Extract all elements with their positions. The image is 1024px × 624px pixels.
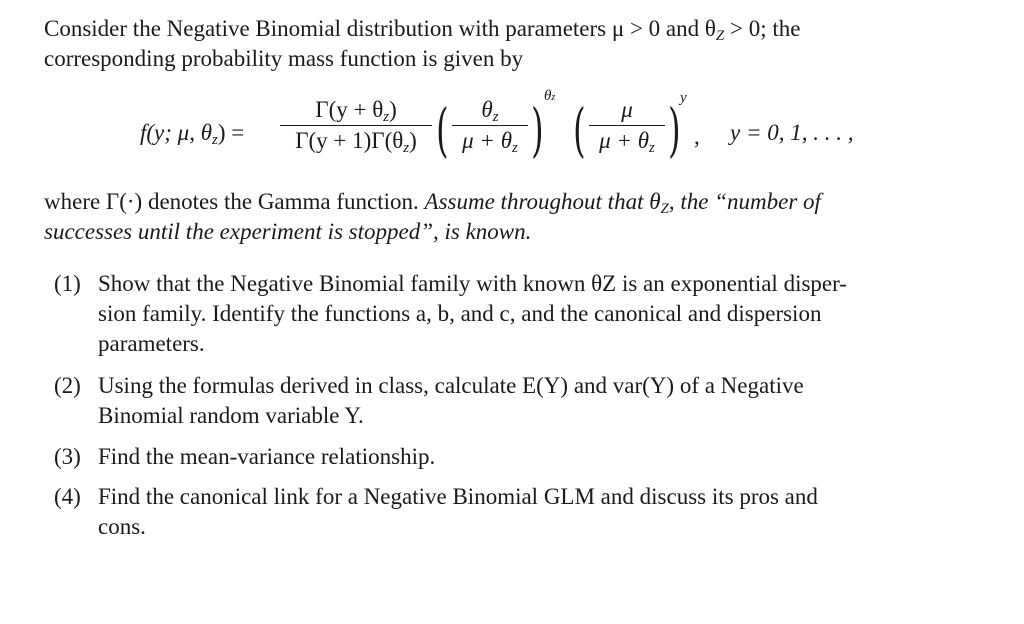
question-1-row-2: sion family. Identify the functions a, b, and c, and the canonical and dispersion bbox=[98, 301, 822, 326]
gamma-den-text: Γ(y + 1)Γ(θ bbox=[295, 128, 404, 153]
question-4-row-2: cons. bbox=[98, 514, 146, 539]
theta-num-subscript: z bbox=[492, 109, 499, 125]
question-4-row-1: Find the canonical link for a Negative Binomial GLM and discuss its pros and bbox=[98, 484, 818, 509]
right-paren-2: ) bbox=[668, 96, 681, 164]
equation-lhs-tail: ) = bbox=[217, 120, 245, 145]
question-1-marker: (1) bbox=[54, 271, 81, 296]
gamma-num-subscript: z bbox=[383, 109, 390, 125]
question-2-body bbox=[98, 371, 964, 431]
question-1-body bbox=[98, 269, 964, 359]
exponent-y-text: y bbox=[680, 90, 687, 106]
gamma-num-text: Γ(y + θ bbox=[315, 97, 384, 122]
exponent-y bbox=[680, 90, 687, 107]
equation-support bbox=[730, 120, 853, 146]
question-1-row-1: Show that the Negative Binomial family with known θZ is an exponential disper- bbox=[98, 271, 847, 296]
gamma-ratio-numerator bbox=[280, 95, 432, 125]
intro-text-1: Consider the Negative Binomial distribution with parameters μ > 0 and θ bbox=[44, 16, 716, 41]
gamma-den-tail: ) bbox=[409, 128, 417, 153]
question-4-body bbox=[98, 482, 964, 542]
question-3-marker: (3) bbox=[54, 444, 81, 469]
equation-support-text: y = 0, 1, . . . , bbox=[730, 120, 854, 145]
intro-line-2 bbox=[44, 44, 523, 74]
where-text-b: Assume throughout that θ bbox=[424, 189, 661, 214]
exponent-theta bbox=[544, 88, 555, 105]
theta-num-text: θ bbox=[481, 97, 493, 122]
intro-text-1-tail: > 0; the bbox=[724, 16, 801, 41]
theta-den-subscript: z bbox=[512, 140, 518, 156]
equation-lhs bbox=[140, 120, 244, 149]
mu-ratio-denominator bbox=[589, 126, 665, 156]
question-2-row-2: Binomial random variable Y. bbox=[98, 403, 364, 428]
intro-theta-subscript: Z bbox=[715, 28, 725, 44]
where-text-c: , the “number of bbox=[668, 189, 821, 214]
where-text-a: where Γ(·) denotes the Gamma function. bbox=[44, 189, 425, 214]
theta-ratio-numerator bbox=[452, 95, 528, 125]
question-1-row-3: parameters. bbox=[98, 331, 205, 356]
question-2-row-1: Using the formulas derived in class, calculate E(Y) and var(Y) of a Negative bbox=[98, 373, 804, 398]
mu-den-text: μ + θ bbox=[599, 128, 650, 153]
mu-ratio-numerator bbox=[589, 95, 665, 125]
where-theta-subscript: Z bbox=[660, 201, 669, 217]
theta-den-text: μ + θ bbox=[462, 128, 513, 153]
where-line-2 bbox=[44, 217, 531, 247]
pmf-equation bbox=[140, 90, 900, 200]
gamma-num-tail: ) bbox=[389, 97, 397, 122]
right-paren-1: ) bbox=[531, 96, 544, 164]
exponent-theta-subscript: z bbox=[551, 92, 556, 103]
question-4-marker: (4) bbox=[54, 484, 81, 509]
mu-den-subscript: z bbox=[649, 140, 655, 156]
theta-ratio-fraction bbox=[452, 95, 528, 156]
left-paren-1: ( bbox=[436, 96, 449, 164]
equation-comma bbox=[694, 124, 700, 150]
gamma-ratio-fraction bbox=[280, 95, 432, 156]
question-3-row-1: Find the mean-variance relationship. bbox=[98, 444, 436, 469]
left-paren-2: ( bbox=[573, 96, 586, 164]
gamma-den-subscript: z bbox=[403, 140, 410, 156]
equation-lhs-subscript: z bbox=[212, 132, 218, 148]
question-3-body bbox=[98, 442, 964, 472]
gamma-ratio-denominator bbox=[280, 126, 432, 156]
theta-ratio-denominator bbox=[452, 126, 528, 156]
intro-text-2: corresponding probability mass function is given by bbox=[44, 46, 524, 71]
mu-num-text: μ bbox=[621, 97, 633, 122]
exponent-theta-text: θ bbox=[544, 88, 552, 104]
equation-lhs-text: f(y; μ, θ bbox=[140, 120, 213, 145]
mu-ratio-fraction bbox=[589, 95, 665, 156]
where-text-2: successes until the experiment is stopped”, is known. bbox=[44, 219, 532, 244]
equation-comma-text: , bbox=[694, 124, 700, 149]
question-2-marker: (2) bbox=[54, 373, 81, 398]
